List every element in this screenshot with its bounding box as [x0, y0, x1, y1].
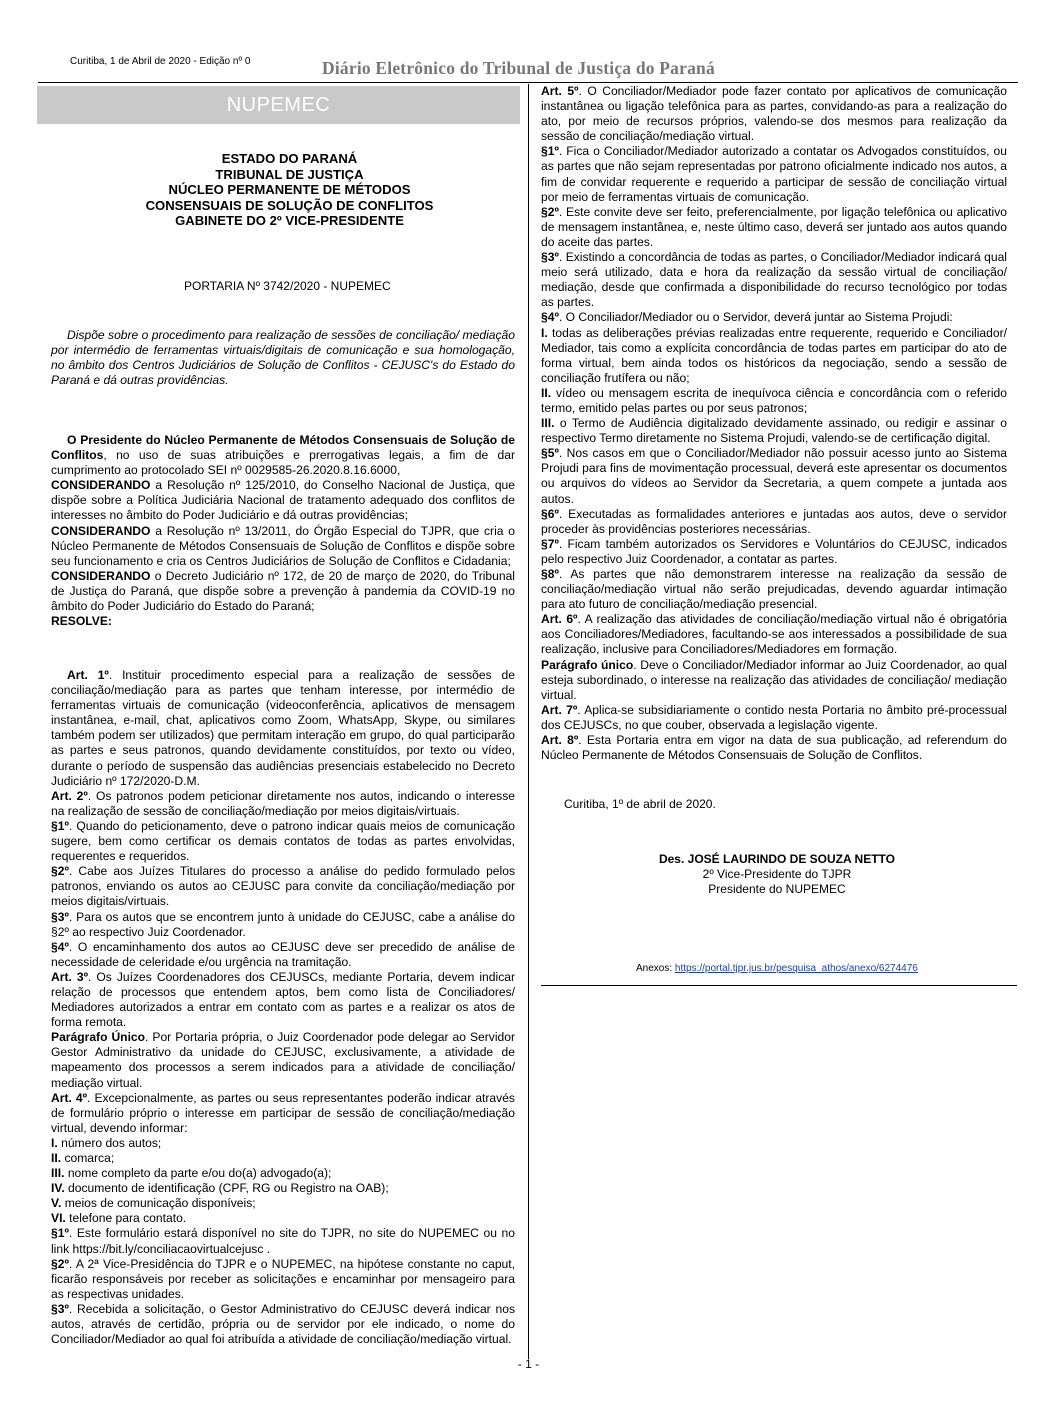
article-text: . As partes que não demonstrarem interesse na realização da sessão de conciliação/mediação virtual não serão prejudicadas, devendo aguardar intimação para ato futuro de conciliação/mediação presencial. — [541, 567, 1007, 612]
article-paragraph — [51, 1136, 515, 1151]
edition-date: Curitiba, 1 de Abril de 2020 - Edição nº 0 — [70, 56, 251, 67]
article-label: §3º — [541, 250, 559, 265]
resolve-text: RESOLVE: — [51, 614, 112, 629]
article-text: . Cabe aos Juízes Titulares do processo a análise do pedido formulado pelos patronos, enviando os autos ao CEJUSC para convite da conciliação/mediação por meios digitais/virtuais. — [51, 864, 515, 909]
article-paragraph — [541, 84, 1007, 144]
article-label: §3º — [51, 909, 69, 924]
article-text: o Termo de Audiência digitalizado devidamente assinado, ou redigir e assinar o respectivo Termo diretamente no Sistema Projudi, valendo-se de certificação digital. — [541, 416, 1007, 446]
preamble-bold: O Presidente do Núcleo Permanente de Métodos Consensuais de Solução de Conflitos — [51, 433, 515, 463]
considerando-text: a Resolução nº 125/2010, do Conselho Nacional de Justiça, que dispõe sobre a Política Judiciária Nacional de tratamento adequado dos conflitos de interesses no âmbito do Poder Judiciário e dá outras providências; — [51, 478, 515, 523]
article-text: . O Conciliador/Mediador ou o Servidor, deverá juntar ao Sistema Projudi: — [558, 310, 953, 325]
article-text: . A realização das atividades de conciliação/mediação virtual não é obrigatória aos Conciliadores/Mediadores, facultando-se aos interessados a possibilidade de sua realização, inclusive para Conciliadores/Mediadores em formação. — [541, 612, 1007, 657]
article-label: §6º — [541, 506, 559, 521]
article-label: Parágrafo Único — [51, 1030, 146, 1045]
portaria-number: PORTARIA Nº 3742/2020 - NUPEMEC — [184, 279, 391, 293]
article-text: . Instituir procedimento especial para a realização de sessões de conciliação/mediação para as partes que tenham interesse, por intermédio de ferramentas virtuais de comunicação (videoconferência, aplicativos de mensagem instantânea, e-mail, chat, aplicativos como Zoom, WhatsApp, Skype, ou similares também podem ser utilizados) que permitam interação em grupo, do qual participarão as partes e seus patronos, quando devidamente constituídos, por texto ou vídeo, durante o período de suspensão das audiências presenciais estabelecido no Decreto Judiciário nº 172/2020-D.M. — [51, 668, 515, 788]
heading-line: GABINETE DO 2º VICE-PRESIDENTE — [175, 213, 404, 228]
article-text: . Os Juízes Coordenadores dos CEJUSCs, mediante Portaria, devem indicar relação de processos que entendem aptos, bem como lista de Conciliadores/ Mediadores autorizados a entrar em contato com as partes e a realizar os atos de forma remota. — [51, 969, 515, 1030]
article-label: Art. 3º — [51, 969, 88, 984]
article-label: §2º — [51, 1256, 69, 1271]
article-text: número dos autos; — [57, 1135, 162, 1150]
article-text: . Executadas as formalidades anteriores e juntadas aos autos, deve o servidor proceder às providências posteriores necessárias. — [541, 506, 1007, 536]
article-paragraph — [541, 612, 1007, 657]
article-label: Art. 4º — [51, 1090, 88, 1105]
article-text: . A 2ª Vice-Presidência do TJPR e o NUPEMEC, na hipótese constante no caput, ficarão responsáveis por receber as solicitações e encaminhar por mensageiro para as respectivas unidades. — [51, 1256, 515, 1301]
article-paragraph — [541, 416, 1007, 446]
article-label: §1º — [51, 1226, 69, 1241]
article-paragraph — [51, 1211, 515, 1226]
article-label: §1º — [541, 144, 559, 159]
considerando-paragraph — [51, 569, 515, 614]
article-text: vídeo ou mensagem escrita de inequívoca ciência e concordância com o referido termo, emitido pelas partes ou por seus patronos; — [541, 385, 1007, 415]
article-paragraph — [541, 386, 1007, 416]
article-text: . Recebida a solicitação, o Gestor Administrativo do CEJUSC deverá indicar nos autos, através de certidão, própria ou de servidor por ele indicado, o nome do Conciliador/Mediador ao qual foi atribuída a atividade de conciliação/mediação virtual. — [51, 1301, 515, 1347]
article-paragraph — [51, 1030, 515, 1090]
article-label: V. — [51, 1196, 62, 1211]
resolve-label — [51, 614, 515, 629]
article-paragraph — [51, 970, 515, 1030]
considerando-label: CONSIDERANDO — [51, 568, 151, 583]
article-paragraph — [541, 733, 1007, 763]
anexos-rule — [541, 985, 1017, 986]
anexos — [636, 963, 918, 974]
heading-line: NÚCLEO PERMANENTE DE MÉTODOS — [168, 182, 411, 197]
article-text: . Este convite deve ser feito, preferencialmente, por ligação telefônica ou aplicativo de mensagem instantânea, e, neste último caso, deverá ser juntado aos autos quando do aceite das partes. — [541, 204, 1007, 249]
article-paragraph — [51, 1302, 515, 1347]
article-text: . Quando do peticionamento, deve o patrono indicar quais meios de comunicação sugere, bem como certificar os demais contatos de todas as partes envolvidas, requerentes e requeridos. — [51, 818, 515, 864]
ementa: Dispõe sobre o procedimento para realização de sessões de conciliação/ mediação por intermédio de ferramentas virtuais/digitais de comunicação e sua homologação, no âmbito dos Centros Judiciários de Solução de Conflitos - CEJUSC's do Estado do Paraná e dá outras providências. — [51, 328, 515, 388]
article-label: I. — [51, 1135, 58, 1150]
considerando-label: CONSIDERANDO — [51, 478, 151, 493]
article-text: . Existindo a concordância de todas as partes, o Conciliador/Mediador indicará qual meio será utilizado, data e hora da realização da sessão virtual de conciliação/ mediação, desde que confirmada a disponibilidade do recurso tecnológico por todas as partes. — [541, 250, 1007, 310]
article-text: . Esta Portaria entra em vigor na data de sua publicação, ad referendum do Núcleo Permanente de Métodos Consensuais de Solução de Conflitos. — [541, 733, 1007, 763]
article-paragraph — [541, 658, 1007, 703]
article-paragraph — [541, 446, 1007, 506]
article-label: §2º — [51, 864, 69, 879]
article-label: Art. 7º — [541, 702, 578, 717]
considerando-paragraph — [51, 524, 515, 569]
header-rule — [38, 82, 1018, 83]
article-label: VI. — [51, 1211, 66, 1226]
article-label: II. — [51, 1151, 62, 1165]
article-paragraph — [541, 326, 1007, 386]
preamble-paragraph — [51, 433, 515, 478]
anexos-label: Anexos: — [636, 963, 673, 974]
article-text: . Os patronos podem peticionar diretamente nos autos, indicando o interesse na realização de sessão de conciliação/mediação por meios digitais/virtuais. — [51, 788, 515, 818]
heading-line: TRIBUNAL DE JUSTIÇA — [215, 166, 364, 182]
heading-line: ESTADO DO PARANÁ — [221, 151, 358, 166]
article-paragraph — [51, 1091, 515, 1136]
article-label: Art. 8º — [541, 733, 579, 748]
article-paragraph — [541, 567, 1007, 612]
article-label: I. — [541, 325, 548, 340]
heading-line: CONSENSUAIS DE SOLUÇÃO DE CONFLITOS — [145, 197, 434, 213]
city-date: Curitiba, 1º de abril de 2020. — [564, 797, 716, 811]
article-text: . Fica o Conciliador/Mediador autorizado a contatar os Advogados constituídos, ou as partes que não sejam representadas por patrono oficialmente indicado nos autos, a fim de convidar requerente e requerido a participar de sessão de conciliação virtual por meio de ferramentas virtuais de comunicação. — [541, 144, 1007, 204]
document-heading — [37, 151, 542, 229]
article-label: §8º — [541, 567, 559, 581]
article-label: IV. — [51, 1181, 65, 1196]
column-divider — [528, 84, 529, 1359]
right-articles — [541, 84, 1007, 763]
article-text: comarca; — [61, 1151, 115, 1165]
article-label: Art. 2º — [51, 788, 88, 803]
article-paragraph — [51, 1257, 515, 1302]
article-label: §3º — [51, 1301, 69, 1316]
article-paragraph — [51, 864, 515, 909]
section-banner: NUPEMEC — [37, 86, 520, 124]
article-text: . Ficam também autorizados os Servidores e Voluntários do CEJUSC, indicados pelo respectivo Juiz Coordenador, a contatar as partes. — [541, 536, 1007, 566]
article-text: . O Conciliador/Mediador pode fazer contato por aplicativos de comunicação instantânea ou ligação telefônica para as partes, convidando-as para a realização do ato, por meio de recursos próprios, valendo-se dos mesmos para realização da sessão de conciliação/mediação virtual. — [541, 84, 1007, 144]
article-paragraph — [541, 537, 1007, 567]
article-text: todas as deliberações prévias realizadas entre requerente, requerido e Conciliador/ Mediador, tais como a explícita concordância de todas partes em participar do ato de forma virtual, bem ainda todos os históricos da negociação, sendo a sessão de conciliação frutífera ou não; — [541, 325, 1007, 385]
article-label: Art. 6º — [541, 612, 578, 627]
considerando-paragraph — [51, 478, 515, 523]
article-paragraph — [541, 205, 1007, 250]
preamble-text: , no uso de suas atribuições e prerrogativas legais, a fim de dar cumprimento ao protocolado SEI nº 0029585-26.2020.8.16.6000, — [51, 448, 515, 478]
article-text: documento de identificação (CPF, RG ou Registro na OAB); — [64, 1181, 389, 1196]
article-text: . O encaminhamento dos autos ao CEJUSC deve ser precedido de análise de necessidade de celeridade e/ou urgência na tramitação. — [51, 939, 515, 969]
article-paragraph — [51, 1196, 515, 1211]
article-text: telefone para contato. — [65, 1211, 187, 1226]
article-paragraph — [51, 1166, 515, 1181]
article-paragraph — [541, 144, 1007, 204]
article-text: . Nos casos em que o Conciliador/Mediador não possuir acesso junto ao Sistema Projudi para fins de movimentação processual, deverá este apresentar os documentos ou arquivos do vídeos ao Servidor da Secretaria, a quem compete a juntada aos autos. — [541, 446, 1007, 506]
signature-block — [590, 852, 964, 897]
anexos-link[interactable]: https://portal.tjpr.jus.br/pesquisa_athos/anexo/6274476 — [674, 963, 918, 974]
article-label: II. — [541, 385, 552, 400]
signer-role: 2º Vice-Presidente do TJPR — [702, 867, 852, 882]
article-text: . Este formulário estará disponível no site do TJPR, no site do NUPEMEC ou no link https://bit.ly/conciliacaovirtualcejusc . — [51, 1226, 515, 1256]
left-articles — [51, 668, 515, 1347]
article-label: Art. 5º — [541, 84, 579, 98]
article-paragraph — [541, 507, 1007, 537]
article-paragraph — [51, 1181, 515, 1196]
article-label: §5º — [541, 446, 559, 461]
article-label: §7º — [541, 536, 559, 551]
article-paragraph — [51, 940, 515, 970]
article-paragraph — [51, 910, 515, 940]
page-number: - 1 - — [517, 1357, 540, 1371]
article-paragraph — [51, 1226, 515, 1256]
article-paragraph — [51, 1151, 515, 1166]
article-text: . Deve o Conciliador/Mediador informar ao Juiz Coordenador, ao qual esteja subordinado, o interesse na realização das atividades de conciliação/ mediação virtual. — [541, 657, 1007, 702]
journal-title: Diário Eletrônico do Tribunal de Justiça do Paraná — [322, 58, 715, 78]
article-label: III. — [51, 1166, 65, 1181]
article-text: . Excepcionalmente, as partes ou seus representantes poderão indicar através de formulário próprio o interesse em participar de sessão de conciliação/mediação virtual, devendo informar: — [51, 1090, 515, 1135]
article-text: . Por Portaria própria, o Juiz Coordenador pode delegar ao Servidor Gestor Administrativo da unidade do CEJUSC, exclusivamente, a atividade de mapeamento dos processos a serem indicados para a atividade de conciliação/ mediação virtual. — [51, 1030, 515, 1090]
article-paragraph — [51, 789, 515, 819]
article-label: §1º — [51, 818, 69, 833]
considerando-text: o Decreto Judiciário nº 172, de 20 de março de 2020, do Tribunal de Justiça do Paraná, que dispõe sobre a prevenção à pandemia da COVID-19 no âmbito do Poder Judiciário do Estado do Paraná; — [51, 568, 515, 614]
article-paragraph — [51, 668, 515, 789]
article-label: III. — [541, 416, 555, 431]
article-paragraph — [541, 310, 1007, 325]
left-column — [51, 433, 515, 629]
signer-name: Des. JOSÉ LAURINDO DE SOUZA NETTO — [658, 852, 896, 866]
article-text: meios de comunicação disponíveis; — [61, 1196, 256, 1211]
article-paragraph — [51, 819, 515, 864]
considerando-text: a Resolução nº 13/2011, do Órgão Especial do TJPR, que cria o Núcleo Permanente de Métodos Consensuais de Solução de Conflitos e dispõe sobre seu funcionamento e cria os Centros Judiciários de Solução de Conflitos e Cidadania; — [51, 523, 515, 568]
article-text: nome completo da parte e/ou do(a) advogado(a); — [64, 1166, 332, 1181]
article-label: Art. 1º — [67, 668, 109, 682]
article-label: Parágrafo único — [541, 657, 634, 672]
article-paragraph — [541, 703, 1007, 733]
article-paragraph — [541, 250, 1007, 310]
article-text: . Para os autos que se encontrem junto à unidade do CEJUSC, cabe a análise do §2º ao respectivo Juiz Coordenador. — [51, 909, 515, 939]
article-label: §2º — [541, 204, 559, 219]
article-text: . Aplica-se subsidiariamente o contido nesta Portaria no âmbito pré-processual dos CEJUSCs, no que couber, observada a legislação vigente. — [541, 702, 1007, 732]
signer-role: Presidente do NUPEMEC — [708, 882, 846, 897]
considerando-label: CONSIDERANDO — [51, 523, 151, 538]
article-label: §4º — [541, 310, 559, 325]
article-label: §4º — [51, 939, 69, 954]
